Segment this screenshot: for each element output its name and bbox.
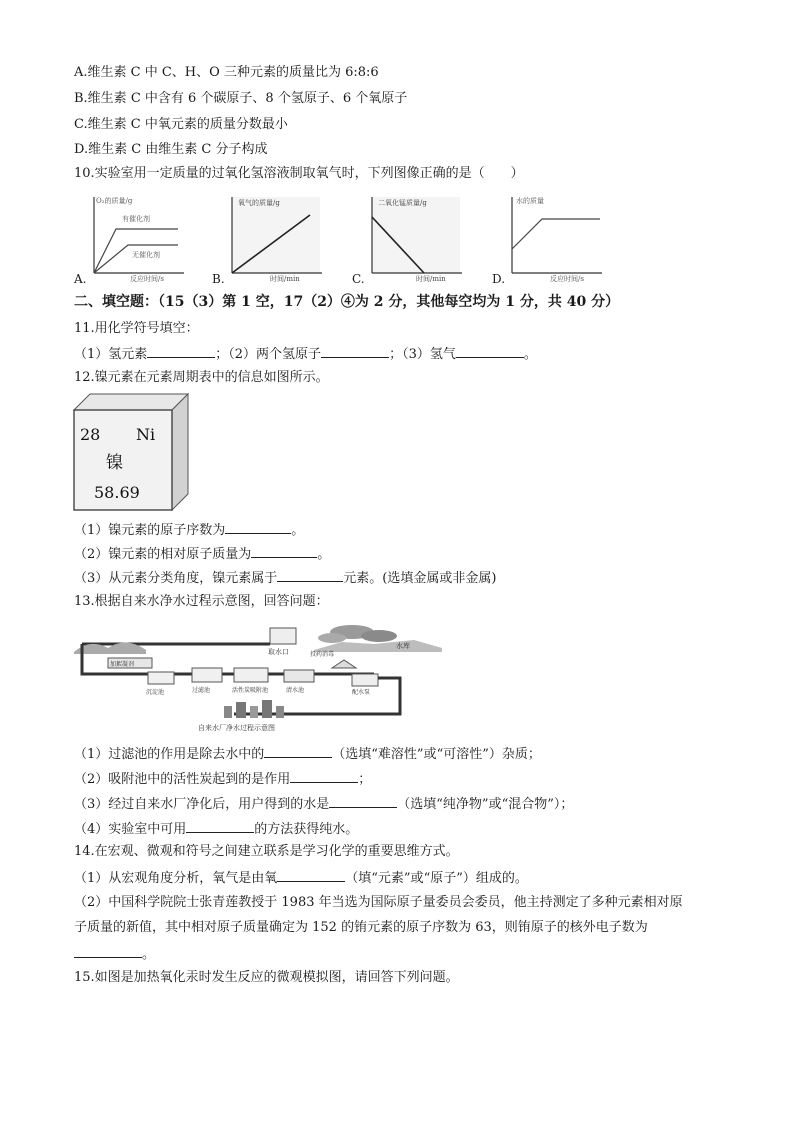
nickel-atomic-number: 28 <box>80 425 101 444</box>
graph-b-label: B. <box>212 272 225 286</box>
q12-stem: 12.镍元素在元素周期表中的信息如图所示。 <box>74 370 329 385</box>
q13-sub2-text: （2）吸附池中的活性炭起到的是作用 <box>74 772 291 787</box>
graph-a <box>86 193 186 283</box>
graph-a-curve2: 无催化剂 <box>132 251 160 259</box>
q13-sub4-end: 的方法获得纯水。 <box>254 822 359 837</box>
q13-blank2[interactable] <box>290 769 358 783</box>
nickel-mass: 58.69 <box>94 483 140 502</box>
option-a: A.维生素 C 中 C、H、O 三种元素的质量比为 6:8:6 <box>74 65 379 80</box>
diagram-clear: 清水池 <box>286 687 305 694</box>
q13-sub3 <box>74 794 573 814</box>
q13-sub4 <box>74 819 358 839</box>
q15-stem: 15.如图是加热氧化汞时发生反应的微观模拟图，请回答下列问题。 <box>74 970 459 985</box>
q12-sub1 <box>74 520 304 540</box>
q13-sub3-end: （选填“纯净物”或“混合物”）； <box>397 797 574 812</box>
nickel-element-tile <box>72 392 190 512</box>
q11-blank2[interactable] <box>321 344 389 358</box>
q13-blank3[interactable] <box>329 794 397 808</box>
nickel-name: 镍 <box>106 453 123 473</box>
diagram-disinfect: 投药消毒 <box>310 651 335 658</box>
q11-end: 。 <box>523 347 537 362</box>
q14-sub1-text: （1）从宏观角度分析，氧气是由氧 <box>74 871 278 886</box>
section2-heading: 二、填空题：（15（3）第 1 空，17（2）④为 2 分，其他每空均为 1 分，共 40 分） <box>74 294 620 310</box>
q14-sub2-line2: 子质量的新值，其中相对原子质量确定为 152 的铕元素的原子序数为 63，则铕原子的核外电子数为 <box>74 920 648 935</box>
q13-blank4[interactable] <box>186 819 254 833</box>
q12-sub1-end: 。 <box>291 523 305 538</box>
diagram-reservoir: 水库 <box>396 642 410 650</box>
q11-blank1[interactable] <box>147 344 215 358</box>
graph-a-ylabel: O₂的质量/g <box>96 197 133 205</box>
nickel-symbol: Ni <box>136 425 156 444</box>
q11-part1: （1）氢元素 <box>74 347 148 362</box>
q12-blank1[interactable] <box>225 520 291 534</box>
q13-sub1-end: （选填“难溶性”或“可溶性”）杂质； <box>332 747 541 762</box>
q13-sub3-text: （3）经过自来水厂净化后，用户得到的水是 <box>74 797 330 812</box>
q12-sub3 <box>74 568 496 588</box>
option-b: B.维生素 C 中含有 6 个碳原子、8 个氢原子、6 个氧原子 <box>74 91 408 106</box>
q12-sub2-end: 。 <box>317 547 331 562</box>
graph-a-label: A. <box>74 272 87 286</box>
q12-sub2-text: （2）镍元素的相对原子质量为 <box>74 547 252 562</box>
q13-sub4-text: （4）实验室中可用 <box>74 822 187 837</box>
q14-stem: 14.在宏观、微观和符号之间建立联系是学习化学的重要思维方式。 <box>74 844 459 859</box>
graph-a-curve1: 有催化剂 <box>122 215 150 223</box>
graph-d-label: D. <box>492 272 506 286</box>
diagram-caption: 自来水厂净水过程示意图 <box>198 724 275 732</box>
q11-line <box>74 344 537 364</box>
graph-a-xlabel: 反应时间/s <box>130 275 164 283</box>
graph-c-ylabel: 二氧化锰质量/g <box>378 199 427 207</box>
q13-sub2-end: ； <box>358 772 372 787</box>
graph-b <box>224 193 324 283</box>
q13-stem: 13.根据自来水净水过程示意图，回答问题： <box>74 594 329 609</box>
q12-blank3[interactable] <box>277 568 343 582</box>
graph-d-ylabel: 水的质量 <box>516 197 544 205</box>
q12-sub1-text: （1）镍元素的原子序数为 <box>74 523 226 538</box>
q14-sub1-end: （填“元素”或“原子”）组成的。 <box>345 871 528 886</box>
q14-blank1[interactable] <box>277 868 345 882</box>
q14-sub2-line3 <box>74 944 155 964</box>
graph-c <box>364 193 464 283</box>
diagram-adsorb: 活性炭吸附池 <box>232 687 269 694</box>
option-c: C.维生素 C 中氧元素的质量分数最小 <box>74 117 288 132</box>
q11-stem: 11.用化学符号填空： <box>74 321 199 336</box>
diagram-coagulant: 加絮凝剂 <box>110 661 135 668</box>
q14-sub2-end: 。 <box>142 947 156 962</box>
q13-sub2 <box>74 769 371 789</box>
q13-sub1-text: （1）过滤池的作用是除去水中的 <box>74 747 265 762</box>
q12-sub2 <box>74 544 330 564</box>
q12-sub3-end: 元素。(选填金属或非金属) <box>343 571 497 586</box>
water-treatment-diagram <box>74 622 444 734</box>
graph-c-xlabel: 时间/min <box>416 275 446 283</box>
q12-blank2[interactable] <box>251 544 317 558</box>
q12-sub3-text: （3）从元素分类角度，镍元素属于 <box>74 571 278 586</box>
q13-sub1 <box>74 744 541 764</box>
graph-b-ylabel: 氧气的质量/g <box>238 199 280 207</box>
option-d: D.维生素 C 由维生素 C 分子构成 <box>74 142 268 157</box>
q11-blank3[interactable] <box>456 344 524 358</box>
graph-d <box>504 193 604 283</box>
q11-part2: ；（2）两个氢原子 <box>215 347 322 362</box>
graph-c-label: C. <box>352 272 365 286</box>
q11-part3: ；（3）氢气 <box>389 347 456 362</box>
graph-b-xlabel: 时间/min <box>270 275 300 283</box>
diagram-intake: 取水口 <box>268 648 289 656</box>
diagram-settle: 沉淀池 <box>146 689 165 696</box>
q14-sub1 <box>74 868 528 888</box>
graph-d-xlabel: 反应时间/s <box>550 275 584 283</box>
q10-stem: 10.实验室用一定质量的过氧化氢溶液制取氧气时，下列图像正确的是（ ） <box>74 166 524 181</box>
diagram-filter: 过滤池 <box>192 687 211 694</box>
q14-sub2-line1: （2）中国科学院院士张青莲教授于 1983 年当选为国际原子量委员会委员，他主持测定了多种元素相对原 <box>74 895 683 910</box>
q13-blank1[interactable] <box>264 744 332 758</box>
q14-blank2[interactable] <box>74 944 142 958</box>
diagram-distribute: 配水泵 <box>352 689 371 696</box>
